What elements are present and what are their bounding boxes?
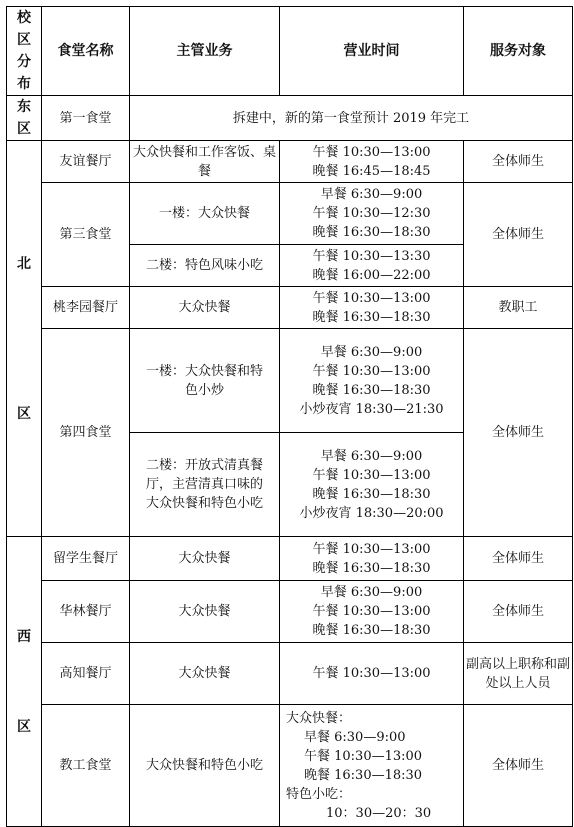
business: 二楼：开放式清真餐厅，主营清真口味的大众快餐和特色小吃 <box>130 433 280 537</box>
hours-line: 晚餐 16:30—18:30 <box>312 309 431 325</box>
target: 全体师生 <box>464 537 573 581</box>
table-row <box>7 96 573 141</box>
table-row <box>7 141 573 183</box>
hours-line: 午餐 10:30—13:00 <box>304 748 423 764</box>
table-row <box>7 581 573 643</box>
table-row <box>7 183 573 245</box>
header-row <box>7 7 573 96</box>
hours-line: 晚餐 16:00—22:00 <box>312 267 431 283</box>
hours-line: 早餐 6:30—9:00 <box>320 448 423 464</box>
canteen-name: 高知餐厅 <box>42 643 130 705</box>
hours-line: 晚餐 16:30—18:30 <box>312 560 431 576</box>
business: 大众快餐 <box>130 287 280 329</box>
business: 大众快餐 <box>130 581 280 643</box>
table-row <box>7 643 573 705</box>
canteen-name: 桃李园餐厅 <box>42 287 130 329</box>
canteen-name: 第一食堂 <box>42 96 130 141</box>
hours-line: 午餐 10:30—12:30 <box>312 206 431 221</box>
hours-line: 小炒夜宵 18:30—20:00 <box>299 505 444 521</box>
hours-line: 晚餐 16:30—18:30 <box>312 382 431 398</box>
hours-line: 午餐 10:30—13:30 <box>312 248 431 264</box>
zone-west <box>7 537 42 827</box>
zone-north <box>7 141 42 537</box>
business: 二楼：特色风味小吃 <box>130 245 280 287</box>
hours-line: 午餐 10:30—13:00 <box>312 144 431 160</box>
target: 全体师生 <box>464 141 573 183</box>
target: 全体师生 <box>464 581 573 643</box>
hours <box>280 141 464 183</box>
table-row <box>7 287 573 329</box>
hours <box>280 183 464 245</box>
hours <box>280 433 464 537</box>
business: 一楼：大众快餐 <box>130 183 280 245</box>
header-target: 服务对象 <box>464 7 573 96</box>
hours-line: 午餐 10:30—13:00 <box>312 666 431 681</box>
table-row <box>7 705 573 827</box>
hours-label: 大众快餐： <box>286 710 352 726</box>
hours-line: 午餐 10:30—13:00 <box>312 467 431 483</box>
hours-line: 早餐 6:30—9:00 <box>320 344 423 360</box>
hours <box>280 581 464 643</box>
hours <box>280 329 464 433</box>
canteen-name: 第四食堂 <box>42 329 130 537</box>
hours-line: 晚餐 16:30—18:30 <box>312 486 431 502</box>
business: 大众快餐和工作客饭、桌餐 <box>130 141 280 183</box>
canteen-name: 留学生餐厅 <box>42 537 130 581</box>
hours-line: 小炒夜宵 18:30—21:30 <box>299 401 444 417</box>
zone-east: 东区 <box>7 96 42 141</box>
hours-line: 早餐 6:30—9:00 <box>320 187 423 202</box>
hours-line: 晚餐 16:30—18:30 <box>312 623 431 638</box>
business: 大众快餐 <box>130 643 280 705</box>
canteen-name: 华林餐厅 <box>42 581 130 643</box>
hours-line: 午餐 10:30—13:00 <box>312 604 431 619</box>
zone-north-label: 北区 <box>17 255 31 422</box>
target: 全体师生 <box>464 183 573 287</box>
hours-line: 午餐 10:30—13:00 <box>312 363 431 379</box>
hours <box>280 705 464 827</box>
table-row <box>7 537 573 581</box>
canteen-name: 第三食堂 <box>42 183 130 287</box>
hours-line: 晚餐 16:30—18:30 <box>304 767 423 783</box>
header-zone: 校区分布 <box>7 7 42 96</box>
canteen-name: 友谊餐厅 <box>42 141 130 183</box>
hours-line: 早餐 6:30—9:00 <box>304 729 406 745</box>
hours <box>280 643 464 705</box>
hours-line: 早餐 6:30—9:00 <box>320 585 423 600</box>
business: 一楼：大众快餐和特色小炒 <box>130 329 280 433</box>
target: 全体师生 <box>464 705 573 827</box>
hours <box>280 287 464 329</box>
header-business: 主管业务 <box>130 7 280 96</box>
hours-line: 晚餐 16:45—18:45 <box>312 163 431 179</box>
hours-line: 晚餐 16:30—18:30 <box>312 225 431 240</box>
target: 全体师生 <box>464 329 573 537</box>
target: 副高以上职称和副处以上人员 <box>464 643 573 705</box>
business: 大众快餐 <box>130 537 280 581</box>
hours-line: 午餐 10:30—13:00 <box>312 541 431 557</box>
canteen-name: 教工食堂 <box>42 705 130 827</box>
hours <box>280 245 464 287</box>
zone-west-label: 西区 <box>17 628 31 735</box>
hours-line: 午餐 10:30—13:00 <box>312 290 431 306</box>
table-row <box>7 329 573 433</box>
hours <box>280 537 464 581</box>
header-hours: 营业时间 <box>280 7 464 96</box>
canteen-table <box>6 6 573 827</box>
hours-line: 10：30—20：30 <box>326 805 432 821</box>
header-name: 食堂名称 <box>42 7 130 96</box>
east-note: 拆建中，新的第一食堂预计 2019 年完工 <box>130 96 573 141</box>
hours-label: 特色小吃： <box>286 786 352 802</box>
target: 教职工 <box>464 287 573 329</box>
business: 大众快餐和特色小吃 <box>130 705 280 827</box>
